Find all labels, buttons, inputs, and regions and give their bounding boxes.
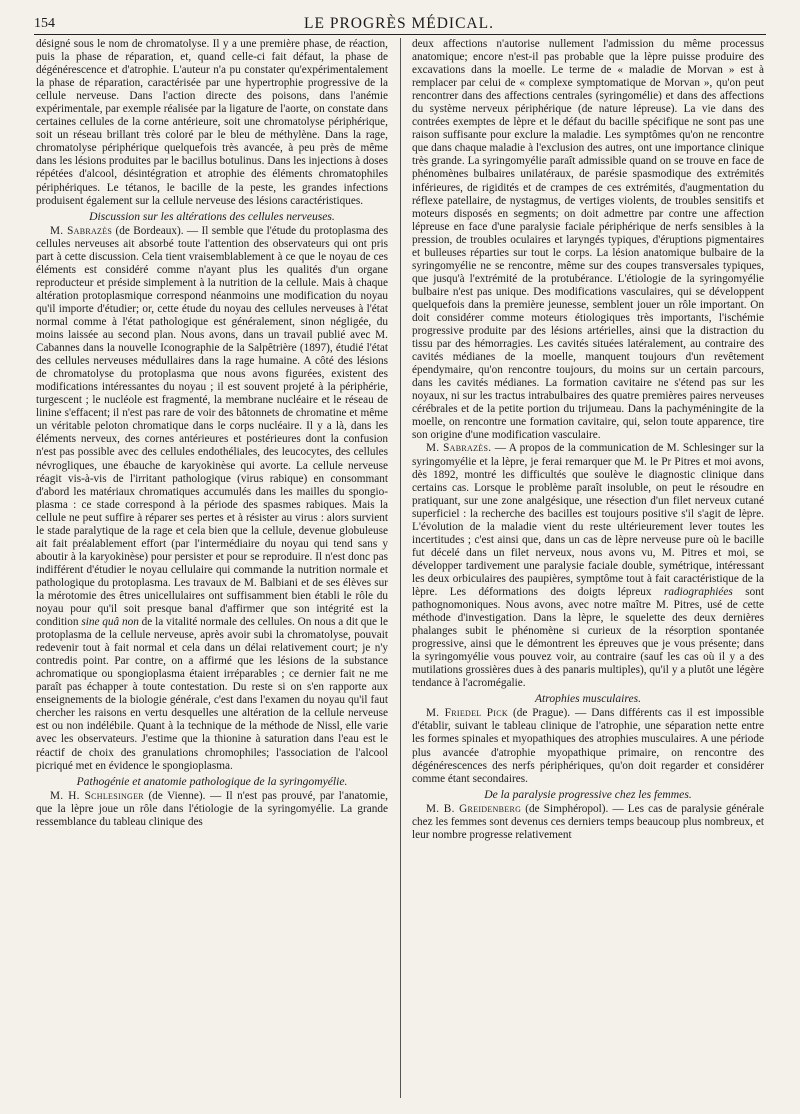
speaker-name: M. Sabrazès. — [426, 442, 492, 455]
paragraph-text: (de Bordeaux). — Il semble que l'étude du protoplasma des cellules nerveuses ait absorbé toute l'attention des observateurs qui ont pris part à cette discussion. Cela tient vraisemblablement à ce que le noyau de ces éléments est considéré comme n'ayant plus les qualités d'un organe reproducteur et préside simplement à la nutrition de la cellule. Mais à chaque altération protoplasmique correspond néanmoins une modification du noyau qu'il importe d'étudier; or, cette étude du noyau des cellules nerveuses à l'état normal comme à l'état pathologique est généralement, sinon négligée, du moins laissée au second plan. Nous avons, dans un travail publié avec M. Cabannes dans la nouvelle Iconographie de la Salpêtrière (1897), étudié l'état des cellules nerveuses médullaires dans la rage humaine. A côté des lésions de chromatolyse du protoplasma que nous avons figurées, existent des modifications intéressantes du noyau ; il est souvent projeté à la périphérie, turgescent ; le nucléole est fragmenté, la membrane nucléaire et le réseau de linine s'effacent; il n'est pas rare de voir des bâtonnets de chromatine et même un véritable peloton chromatique dans le corps nucléaire. Il y a là, dans les éléments nerveux, des cornes antérieures et postérieures dont la confusion n'est pas possible avec des cellules endothéliales, des leucocytes, des cellules névrogliques, une ébauche de karyokinèse qui avorte. La cellule nerveuse réagit vis-à-vis de l'irritant pathologique (virus rabique) en consommant d'abord les matériaux chromatiques accumulés dans les mailles du spongio-plasma : ce stade correspond à la période des spasmes rabiques. Mais la cellule ne peut suffire à réparer ses pertes et à résister au virus : alors survient le stade paralytique de la rage et cela bien que la cellule, devenue globuleuse ait fait préalablement effort (par l'intermédiaire du noyau qui tend sans y aboutir à la karyokinèse) pour persister et pour se reproduire. Il n'est donc pas indifférent d'étudier le noyau cellulaire qui commande la nutrition normale et pathologique du protoplasma. Les travaux de M. Balbiani et de ses élèves sur la mérotomie des êtres unicellulaires ont suffisamment bien établi le rôle du noyau pour qu'il soit presque banal d'affirmer que son intégrité est la condition — [36, 224, 389, 629]
paragraph-text: de la vitalité normale des cellules. On nous a dit que le protoplasma de la cellule nerveuse, après avoir subi la chromatolyse, pouvait redevenir tout à fait normal et cela dans un délai relativement court; je n'y contredis point. Par contre, on a affirmé que les lésions de la substance achromatique ou spongioplasma étaient irréparables ; ce dernier fait ne me paraît pas échapper à toute contestation. Du reste si on s'en rapporte aux enseignements de la biologie générale, c'est dans l'examen du noyau qu'il faut chercher les raisons en vertu desquelles une altération de la cellule nerveuse est ou non indélébile. Quant à la technique de la méthode de Nissl, elle varie avec les observateurs. J'estime que la thionine à saturation dans l'eau est le réactif de choix des granulations chromophiles; l'association de l'alcool picriqué met en évidence le spongioplasma. — [36, 616, 388, 772]
paragraph — [36, 225, 388, 773]
paragraph-text: (de Prague). — Dans différents cas il est impossible d'établir, suivant le tableau clinique de l'atrophie, une séparation nette entre les formes spinales et myopathiques des atrophies musculaires. A une période plus avancée d'atrophie myopathique primaire, on rencontre des dégénérescences des nerfs périphériques, qu'on doit regarder et considérer comme étant secondaires. — [412, 707, 764, 785]
left-column — [36, 38, 388, 829]
header-rule — [34, 34, 766, 35]
page-number: 154 — [34, 16, 55, 31]
running-title: LE PROGRÈS MÉDICAL. — [304, 15, 494, 32]
section-heading: Discussion sur les altérations des cellules nerveuses. — [89, 209, 335, 223]
paragraph — [412, 803, 764, 842]
paragraph — [412, 442, 764, 690]
speaker-name: M. Friedel Pick — [426, 707, 508, 720]
paragraph-text: (de Simphéropol). — Les cas de paralysie générale chez les femmes sont devenus ces derniers temps beaucoup plus nombreux, et leur nombre progresse relativement — [412, 802, 764, 841]
right-column — [412, 38, 764, 842]
paragraph: deux affections n'autorise nullement l'admission du même processus anatomique; encore n'est-il pas probable que la lèpre puisse produire des excavations dans la moelle. Le terme de « maladie de Morvan » est à remplacer par celui de « complexe symptomatique de Morvan », qu'on peut rencontrer dans des affections centrales (syringomélie) et dans des affections du système nerveux périphérique (de nature lépreuse). La vie dans des contrées exemptes de lèpre et le défaut du bacille spécifique ne sont pas une raison suffisante pour exclure la maladie. Les symptômes qu'on ne rencontre que dans chaque maladie à l'exclusion des autres, ont une importance clinique très grande. La syringomyélie paraît admissible quand on se trouve en face de phénomènes bulbaires unilatéraux, de parésie spasmodique des extrémités inférieures, de rigidités et de crampes de ces extrémités, d'augmentation du réflexe patellaire, de nystagmus, de vertiges violents, de troubles sensitifs et moteurs disposés en segments; on doit admettre par contre une affection lépreuse en face d'une paralysie faciale périphérique de nerfs sensibles à la pression, de troubles oculaires et laryngés typiques, d'éruptions pigmentaires et bulleuses réparties sur tout le corps. La lésion anatomique bulbaire de la syringomyélie ne se rencontre, même sur des coupes transversales typiques, que jusqu'à l'extrémité de la protubérance. L'étiologie de la syringomyélie bulbaire n'est pas unique. Des modifications vasculaires, qui se développent quelquefois dans la première jeunesse, semblent jouer un rôle important. On doit considérer comme moteurs étiologiques très importants, l'ischémie progressive produite par des lésions artérielles, ainsi que la distraction du tissu par des hémorragies. Les cavités situées latéralement, au contraire des cavités médianes de la moelle, manquent toujours d'un revêtement épendymaire, qu'on rencontre toujours, du moins sur un certain parcours, dans les cavités médianes. La formation cavitaire ne s'étend pas sur les noyaux, ni sur les tractus intrabulbaires des quatre premières paires nerveuses cérébrales et de la petite portion du trijumeau. Dans la pachyméningite de la moelle, on rencontre une formation cavitaire, qui, selon toute apparence, tire son origine d'une modification vasculaire. — [412, 38, 764, 442]
running-header — [34, 12, 764, 36]
speaker-name: M. H. Schlesinger — [50, 789, 144, 802]
paragraph: désigné sous le nom de chromatolyse. Il y a une première phase, de réaction, puis la phase de réparation, et, quand celle-ci fait défaut, la phase de dégénérescence et d'atrophie. L'auteur n'a pu constater qu'expérimentalement la phase de réparation, caractérisée par une hypertrophie progressive de la cellule nerveuse. Dans l'action directe des poisons, dans l'anémie expérimentale, par exemple réalisée par la ligature de l'aorte, on constate dans certaines cellules de la corne antérieure, soit une chromatolyse périphérique, soit un réseau brillant très coloré par le bleu de méthylène. Dans la rage, chromatolyse périphérique quelquefois très avancée, à peu près de même dans les lésions produites par le bacillus botulinus. Dans les injections à doses répétées d'alcool, désintégration et atrophie des éléments chromatophiles périphériques. Le tétanos, le bacille de la peste, les grandes infections produisent également sur la cellule nerveuse des lésions caractéristiques. — [36, 38, 388, 207]
section-heading: De la paralysie progressive chez les femmes. — [484, 787, 692, 801]
paragraph-text: sont pathognomoniques. Nous avons, avec notre maître M. Pitres, usé de cette méthode d'investigation. Dans la lèpre, le squelette des deux dernières phalanges subit le phénomène si curieux de la résorption spontanée progressive, ainsi que le démontrent les épreuves que je vous présente; dans la syringomyélie vous pouvez voir, au contraire (sauf les cas où il y a des mutilations grossières dues à des panaris multiples), qu'il y a plutôt une légère tendance à l'acromégalie. — [412, 585, 764, 690]
italic-phrase: sine quâ non — [81, 616, 139, 629]
italic-phrase: radiographiées — [664, 585, 733, 598]
section-heading: Atrophies musculaires. — [534, 692, 642, 706]
speaker-name: M. B. Greidenberg — [426, 802, 522, 815]
paragraph-text: (de Vienne). — Il n'est pas prouvé, par l'anatomie, que la lèpre joue un rôle dans l'étiologie de la syringomyélie. La grande ressemblance du tableau clinique des — [36, 789, 388, 828]
column-divider — [400, 38, 401, 1098]
paragraph — [36, 790, 388, 829]
paragraph-text: — A propos de la communication de M. Schlesinger sur la syringomyélie et la lèpre, je ferai remarquer que M. le Pr Pitres et moi avons, dès 1892, montré les difficultés que soulève le diagnostic clinique dans certains cas. Lorsque le problème paraît insoluble, on peut le résoudre en pratiquant, sur une zone analgésique, une résection d'un filet nerveux cutané superficiel : la recherche des bacilles est toujours positive s'il s'agit de lèpre. L'évolution de la maladie vient du reste ultérieurement lever toutes les incertitudes ; c'est ainsi que, dans un cas de lèpre nerveuse pure où le bacille fut décelé dans un filet nerveux, nous avons vu, M. Pitres et moi, se développer tardivement une paralysie faciale double, symétrique, intéressant les deux orbiculaires des paupières, symptôme tout à fait caractéristique de la lèpre. Les déformations des doigts lépreux — [412, 442, 764, 598]
speaker-name: M. Sabrazès — [50, 224, 113, 237]
section-heading: Pathogénie et anatomie pathologique de la syringomyélie. — [76, 774, 348, 788]
paragraph — [412, 707, 764, 785]
